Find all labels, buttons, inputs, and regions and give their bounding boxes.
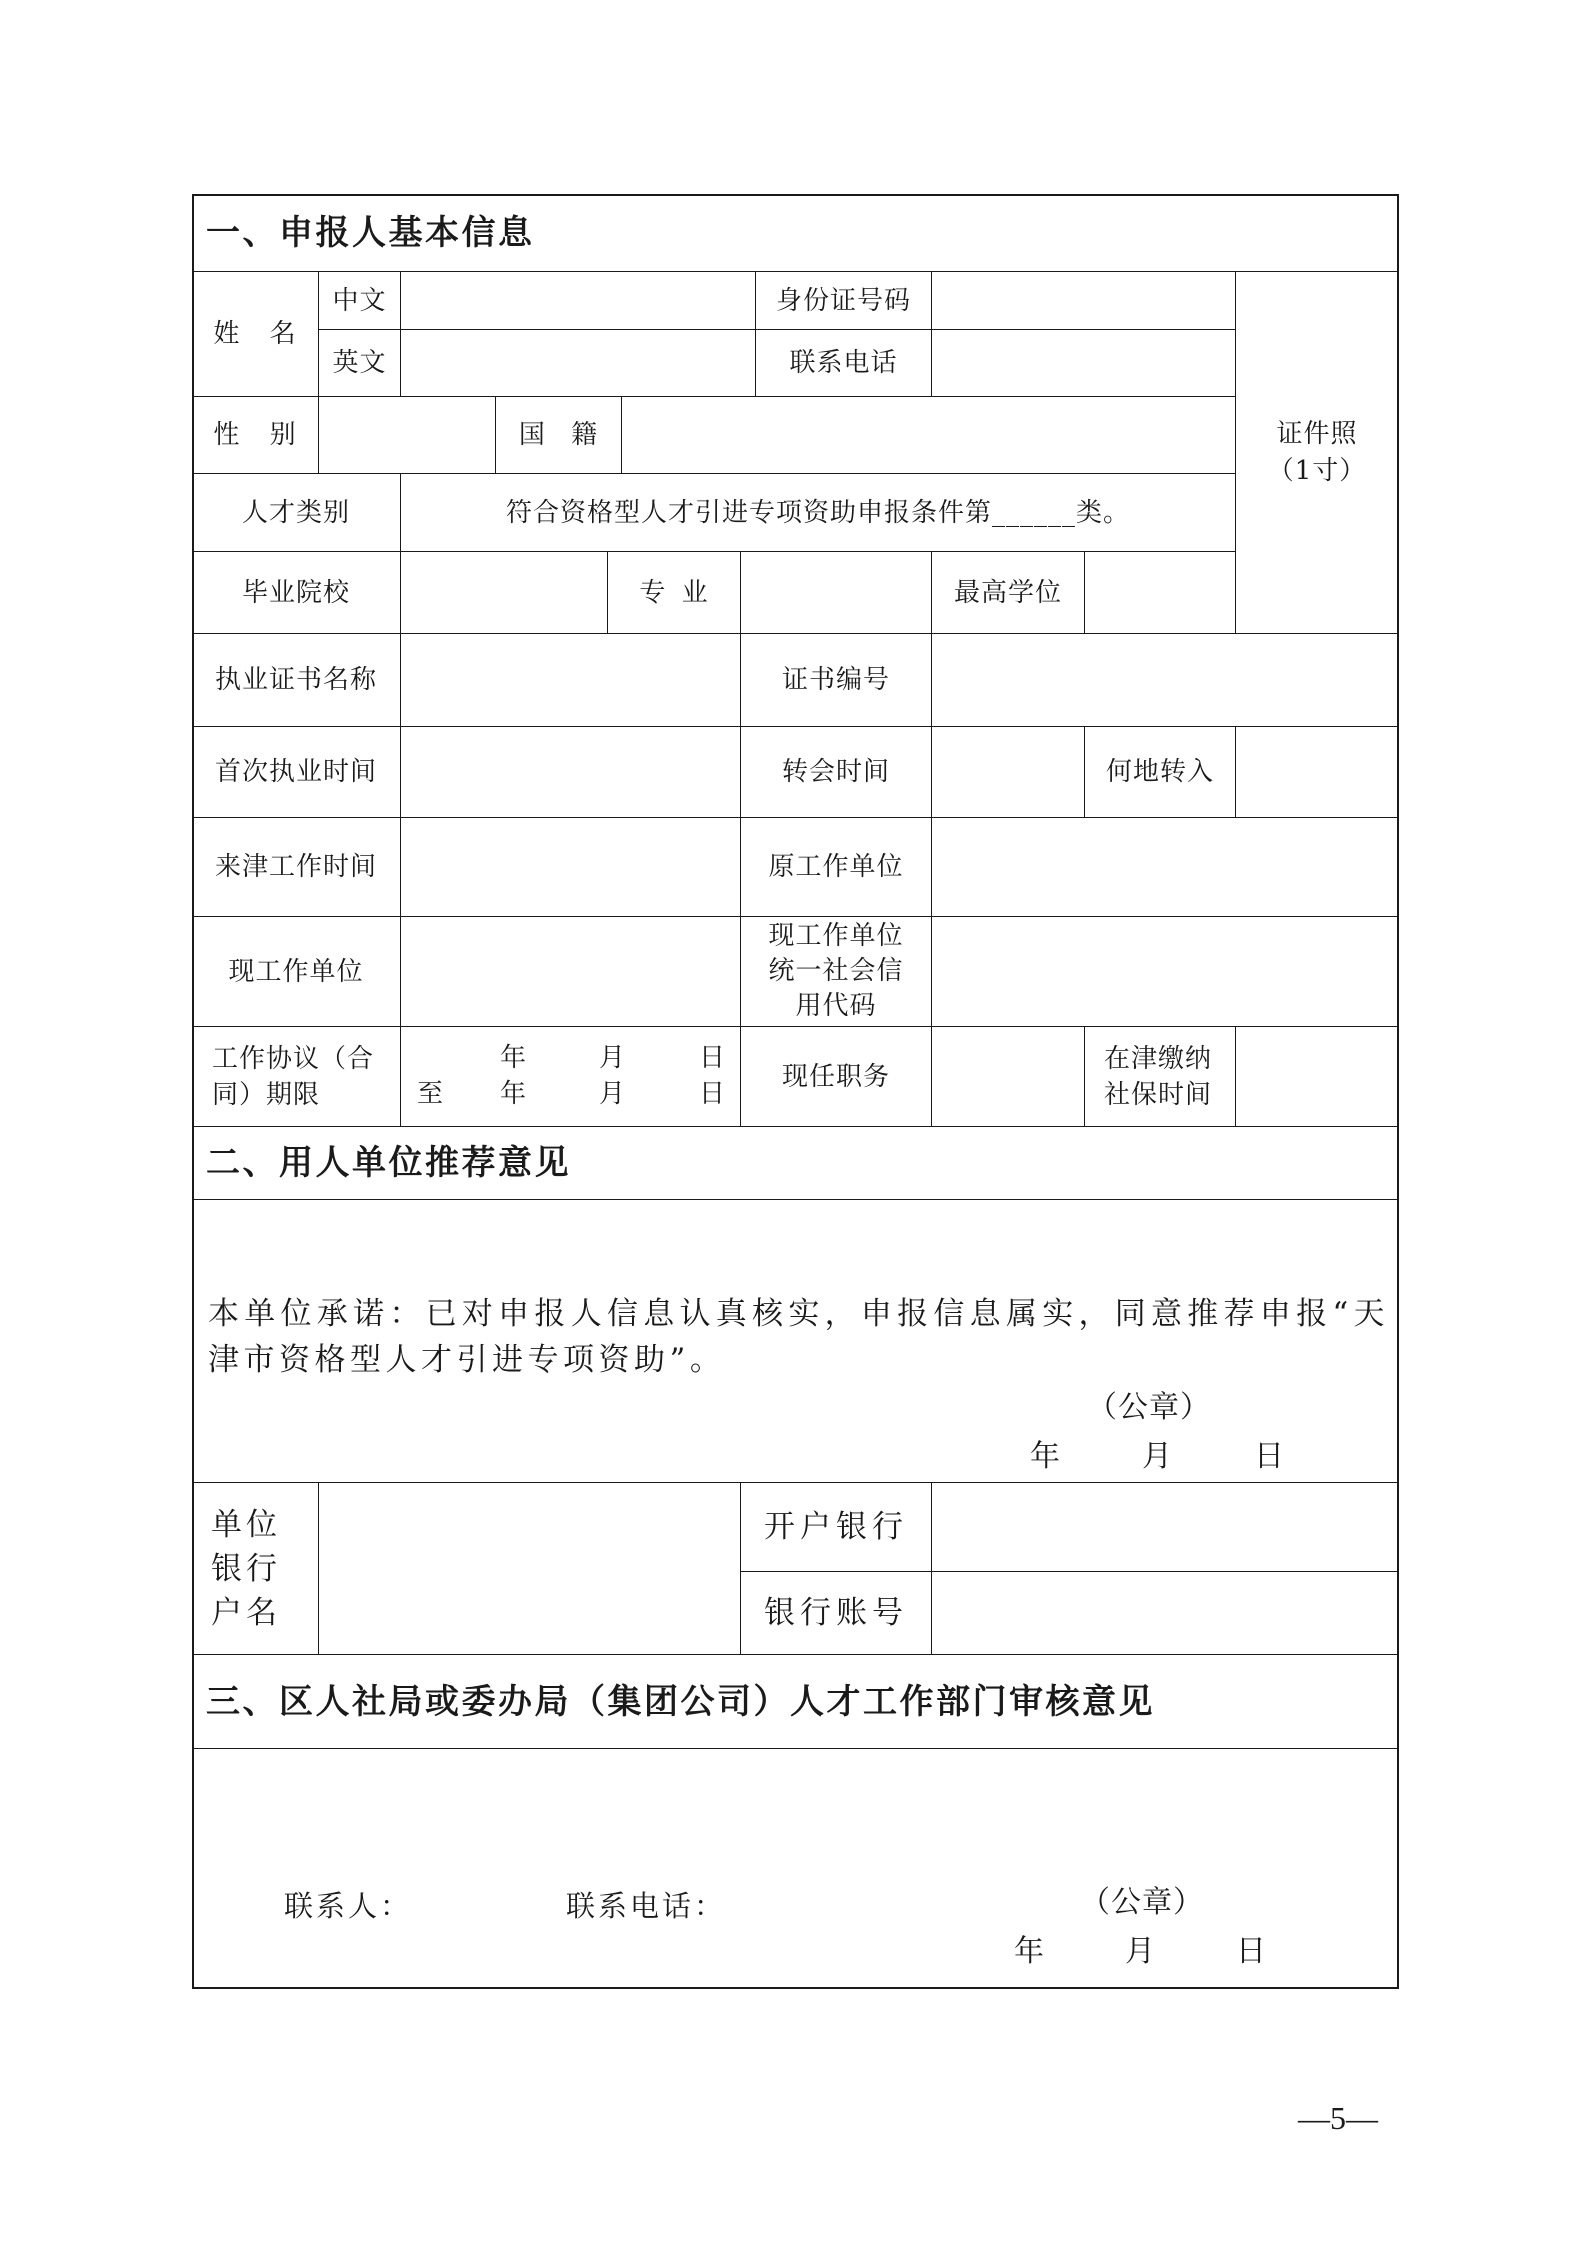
social-security-time-label: 在津缴纳社保时间 [1085,1027,1236,1127]
employer-recommendation-box [192,1200,1399,1483]
employer-date-month: 月 [1142,1439,1173,1474]
review-date-month: 月 [1125,1934,1156,1969]
certificate-name-field [401,634,741,727]
agreement-to-month: 月 [599,1079,627,1109]
previous-employer-field [932,818,1399,917]
phone-label: 联系电话 [756,330,932,397]
review-opinion-box [192,1749,1399,1989]
agreement-period-field [401,1027,741,1127]
review-date [1014,1929,1266,1975]
degree-field [1085,552,1236,634]
transfer-from-field [1236,727,1399,818]
major-field [741,552,932,634]
school-label: 毕业院校 [192,552,401,634]
section-1-title: 一、申报人基本信息 [192,194,1399,272]
bank-label: 开户银行 [741,1483,932,1572]
current-employer-label: 现工作单位 [192,917,401,1027]
bank-account-name-label: 单位银行户名 [192,1483,319,1655]
certificate-number-label: 证书编号 [741,634,932,727]
nationality-field [622,397,1236,474]
chinese-name-field [401,272,756,330]
certificate-name-label: 执业证书名称 [192,634,401,727]
review-seal-label: （公章） [1080,1885,1204,1920]
gender-field [319,397,496,474]
employer-commitment-text: 本单位承诺：已对申报人信息认真核实，申报信息属实，同意推荐申报“天津市资格型人才引进专项资助”。 [208,1296,1389,1378]
photo-size-note: （1寸） [1267,455,1367,486]
agreement-to-year: 年 [500,1079,528,1109]
id-number-label: 身份证号码 [756,272,932,330]
account-number-field [932,1572,1399,1655]
english-name-label: 英文 [319,330,401,397]
credit-code-label: 现工作单位统一社会信用代码 [741,917,932,1027]
major-label: 专 业 [608,552,741,634]
current-employer-field [401,917,741,1027]
tianjin-start-time-label: 来津工作时间 [192,818,401,917]
section-3-title: 三、区人社局或委办局（集团公司）人才工作部门审核意见 [192,1655,1399,1749]
employer-date-year: 年 [1030,1439,1061,1474]
chinese-name-label: 中文 [319,272,401,330]
english-name-field [401,330,756,397]
agreement-to-prefix: 至 [417,1079,445,1109]
nationality-label: 国 籍 [496,397,622,474]
agreement-from-day: 日 [699,1043,727,1073]
agreement-from-month: 月 [599,1043,627,1073]
first-practice-time-field [401,727,741,818]
current-position-field [932,1027,1085,1127]
contact-person-label: 联系人： [284,1889,413,1923]
photo-caption [1268,416,1367,490]
tianjin-start-time-field [401,818,741,917]
certificate-number-field [932,634,1399,727]
employer-date-day: 日 [1254,1439,1285,1474]
bank-account-name-field [319,1483,741,1655]
page-number: —5— [1298,2100,1378,2136]
current-position-label: 现任职务 [741,1027,932,1127]
photo-label: 证件照 [1276,418,1358,449]
agreement-to-day: 日 [699,1079,727,1109]
previous-employer-label: 原工作单位 [741,818,932,917]
transfer-from-label: 何地转入 [1085,727,1236,818]
transfer-time-label: 转会时间 [741,727,932,818]
talent-category-statement: 符合资格型人才引进专项资助申报条件第______类。 [401,474,1236,552]
credit-code-field [932,917,1399,1027]
agreement-period-label: 工作协议（合同）期限 [192,1027,401,1127]
id-number-field [932,272,1236,330]
bank-field [932,1483,1399,1572]
review-date-year: 年 [1014,1934,1045,1969]
contact-phone-label: 联系电话： [566,1889,727,1923]
first-practice-time-label: 首次执业时间 [192,727,401,818]
gender-label: 性 别 [192,397,319,474]
agreement-from-year: 年 [500,1043,528,1073]
degree-label: 最高学位 [932,552,1085,634]
review-date-day: 日 [1236,1934,1267,1969]
talent-category-label: 人才类别 [192,474,401,552]
application-form-table [192,194,1399,1989]
section-2-title: 二、用人单位推荐意见 [192,1127,1399,1200]
school-field [401,552,608,634]
employer-seal-label: （公章） [1087,1390,1211,1425]
transfer-time-field [932,727,1085,818]
account-number-label: 银行账号 [741,1572,932,1655]
photo-box [1236,272,1399,634]
name-label: 姓 名 [192,272,319,397]
social-security-time-field [1236,1027,1399,1127]
phone-field [932,330,1236,397]
employer-date [1030,1434,1284,1480]
